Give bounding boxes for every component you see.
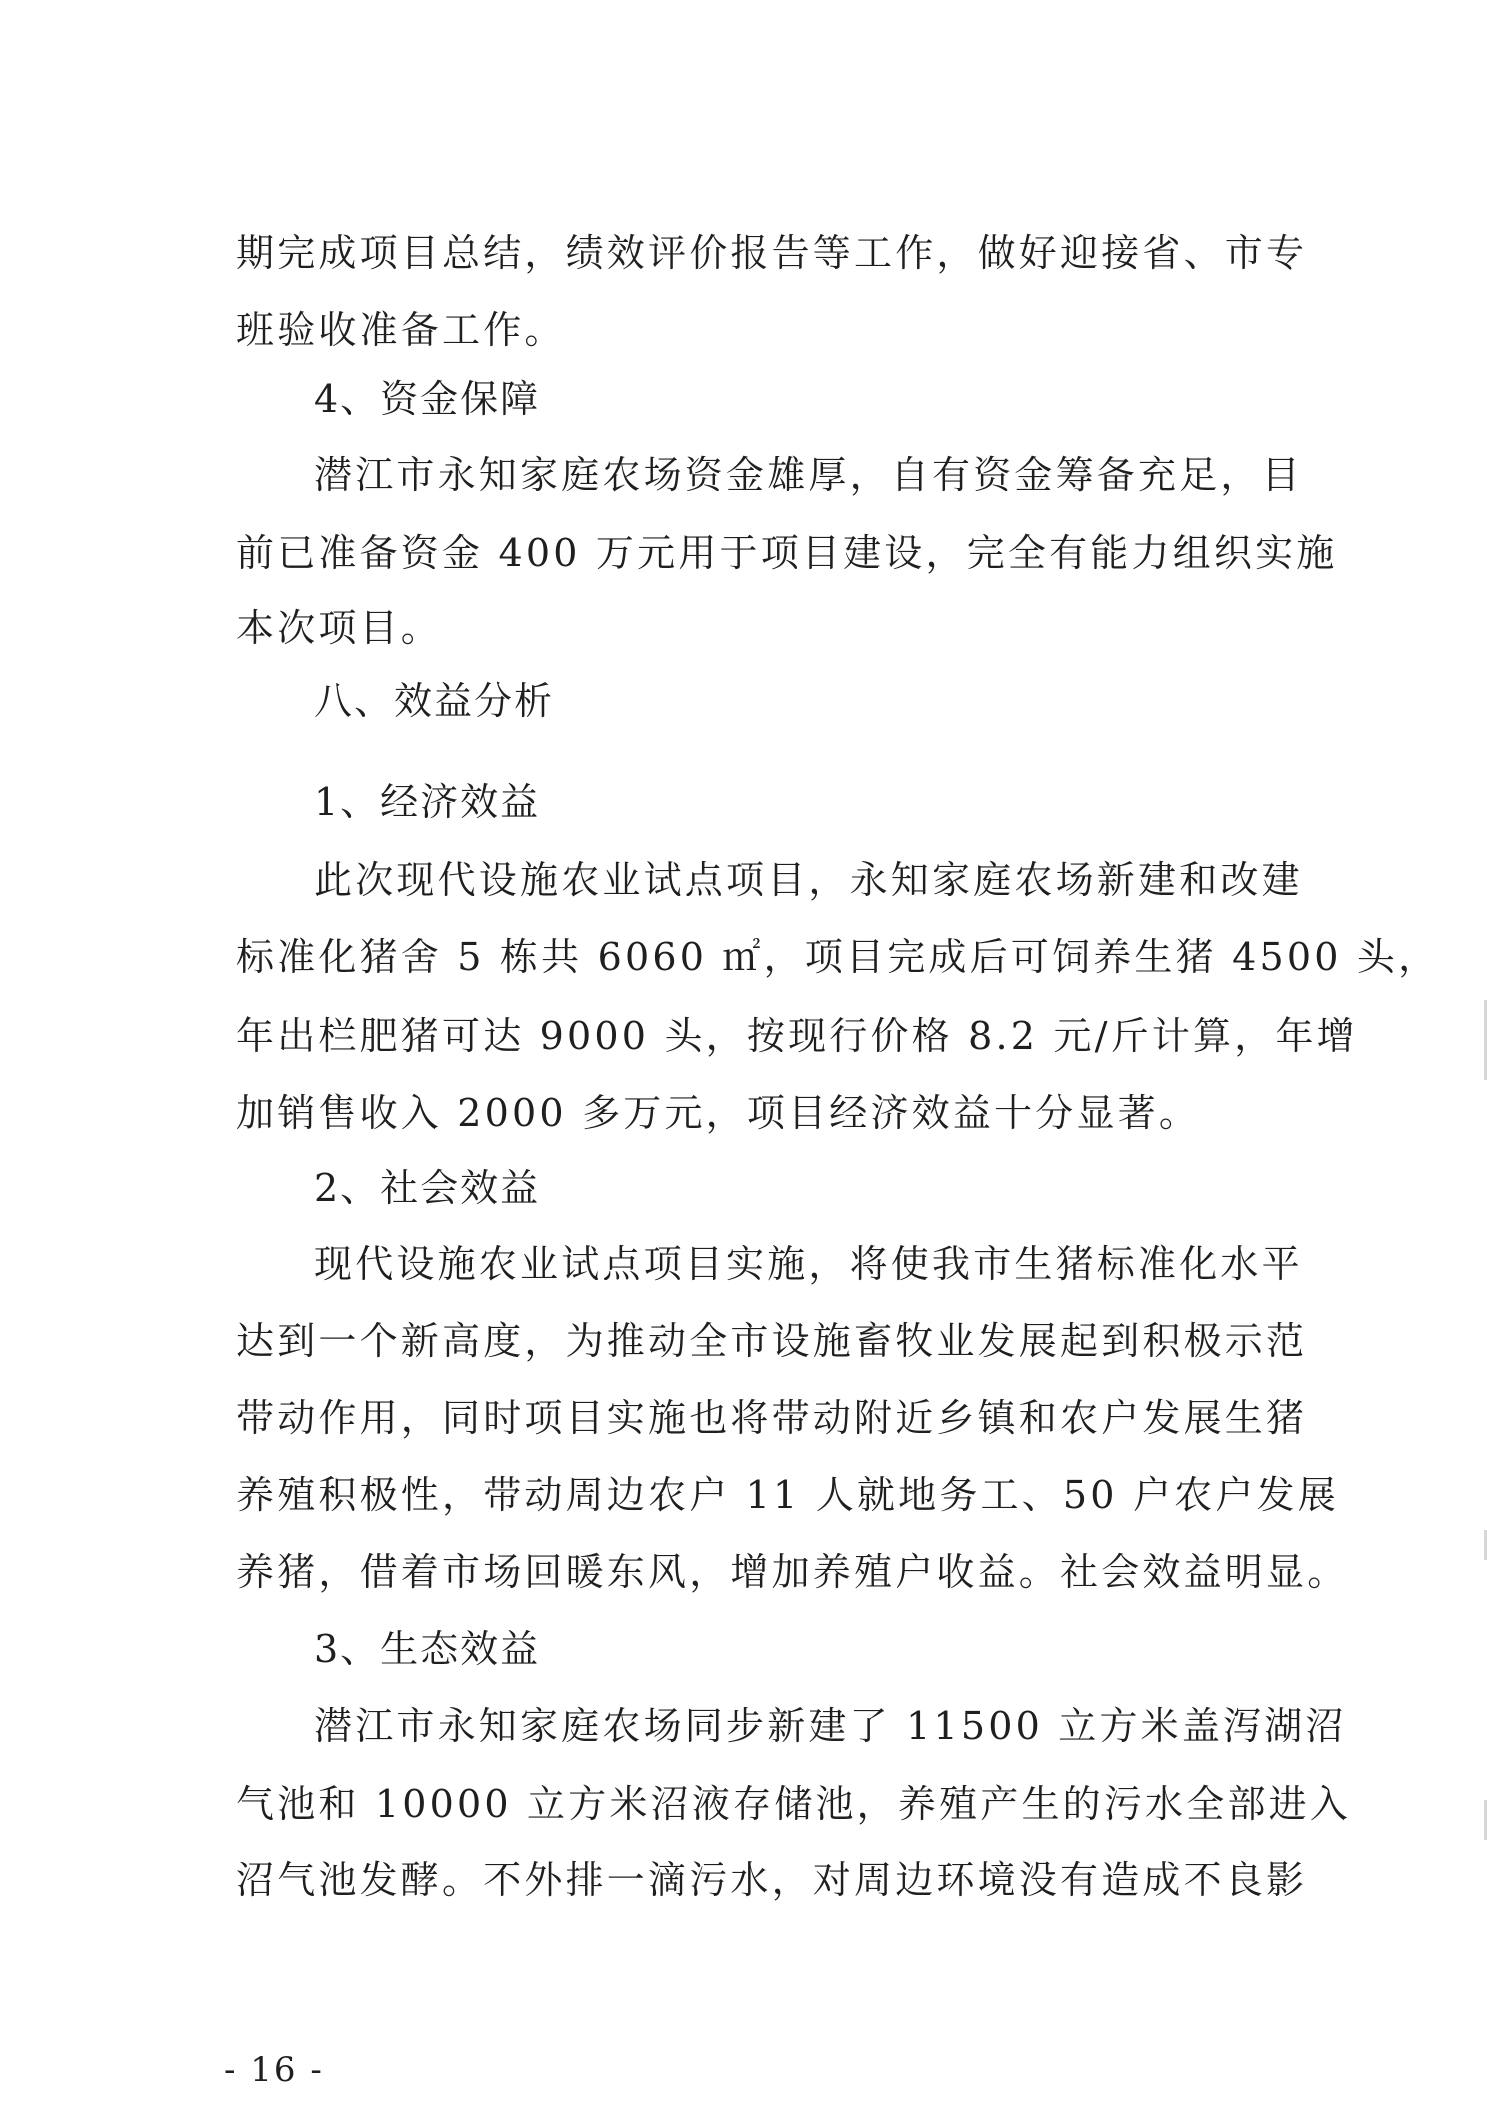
body-line-15: 潜江市永知家庭农场同步新建了 11500 立方米盖泻湖沼 <box>314 1704 1347 1748</box>
body-line-5: 本次项目。 <box>236 606 443 650</box>
page-number: - 16 - <box>224 2050 324 2090</box>
body-line-3: 潜江市永知家庭农场资金雄厚，自有资金筹备充足，目 <box>314 453 1303 497</box>
body-line-11: 达到一个新高度，为推动全市设施畜牧业发展起到积极示范 <box>236 1319 1308 1363</box>
section-heading-social: 2、社会效益 <box>314 1166 541 1210</box>
section-heading-ecological: 3、生态效益 <box>314 1627 541 1671</box>
section-heading-economic: 1、经济效益 <box>314 780 541 824</box>
body-line-6: 此次现代设施农业试点项目，永知家庭农场新建和改建 <box>314 858 1303 902</box>
body-line-2: 班验收准备工作。 <box>236 308 566 352</box>
body-line-10: 现代设施农业试点项目实施，将使我市生猪标准化水平 <box>314 1242 1303 1286</box>
body-line-1: 期完成项目总结，绩效评价报告等工作，做好迎接省、市专 <box>236 231 1308 275</box>
body-line-9: 加销售收入 2000 多万元，项目经济效益十分显著。 <box>236 1091 1201 1135</box>
body-line-8: 年出栏肥猪可达 9000 头，按现行价格 8.2 元/斤计算，年增 <box>236 1014 1358 1058</box>
body-line-17: 沼气池发酵。不外排一滴污水，对周边环境没有造成不良影 <box>236 1858 1308 1902</box>
body-line-7: 标准化猪舍 5 栋共 6060 ㎡，项目完成后可饲养生猪 4500 头， <box>236 935 1440 979</box>
section-heading-benefits: 八、效益分析 <box>314 679 555 723</box>
section-heading-funding: 4、资金保障 <box>314 377 541 421</box>
body-line-13: 养殖积极性，带动周边农户 11 人就地务工、50 户农户发展 <box>236 1473 1339 1517</box>
body-line-12: 带动作用，同时项目实施也将带动附近乡镇和农户发展生猪 <box>236 1396 1308 1440</box>
body-line-4: 前已准备资金 400 万元用于项目建设，完全有能力组织实施 <box>236 531 1338 575</box>
body-line-14: 养猪，借着市场回暖东风，增加养殖户收益。社会效益明显。 <box>236 1550 1349 1594</box>
body-line-16: 气池和 10000 立方米沼液存储池，养殖产生的污水全部进入 <box>236 1782 1352 1826</box>
